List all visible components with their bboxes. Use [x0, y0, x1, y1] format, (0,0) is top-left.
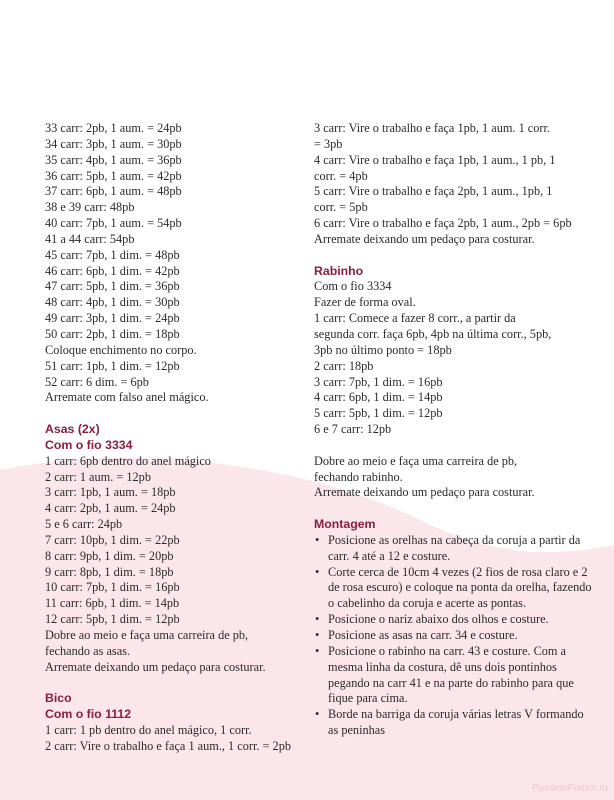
montagem-bullet: • Posicione as asas na carr. 34 e costure.: [314, 628, 594, 644]
asas-rows: [45, 454, 300, 676]
pattern-row: 50 carr: 2pb, 1 dim. = 18pb: [45, 326, 180, 341]
montagem-heading: Montagem: [314, 517, 376, 532]
pattern-row: = 3pb: [314, 136, 343, 151]
montagem-bullet: • Corte cerca de 10cm 4 vezes (2 fios de rosa claro e 2 de rosa escuro) e coloque na ponta da orelha, fazendo o cabelinho da coruja e acerte as pontas.: [314, 565, 594, 613]
pattern-row: 8 carr: 9pb, 1 dim. = 20pb: [45, 548, 174, 563]
montagem-list: [314, 533, 594, 739]
pattern-row: Com o fio 3334: [314, 279, 392, 294]
pattern-row: 3 carr: 1pb, 1 aum. = 18pb: [45, 485, 176, 500]
pattern-row: corr. = 4pb: [314, 168, 368, 183]
pattern-row: 41 a 44 carr: 54pb: [45, 231, 135, 246]
pattern-row: 33 carr: 2pb, 1 aum. = 24pb: [45, 121, 182, 135]
rabinho-rows: [314, 279, 594, 437]
pattern-row: 46 carr: 6pb, 1 dim. = 42pb: [45, 263, 180, 278]
pattern-row: 47 carr: 5pb, 1 dim. = 36pb: [45, 279, 180, 294]
rabinho-finish: [314, 454, 594, 502]
pattern-row: 45 carr: 7pb, 1 dim. = 48pb: [45, 247, 180, 262]
pattern-row: Dobre ao meio e faça uma carreira de pb,: [314, 453, 518, 468]
pattern-row: 2 carr: 18pb: [314, 358, 374, 373]
pattern-row: 5 carr: Vire o trabalho e faça 2pb, 1 aum., 1pb, 1: [314, 184, 553, 199]
pattern-row: Arremate deixando um pedaço para costurar.: [45, 659, 266, 674]
pattern-row: 49 carr: 3pb, 1 dim. = 24pb: [45, 311, 180, 326]
montagem-bullet: • Borde na barriga da coruja várias letras V formando as peninhas: [314, 707, 594, 739]
pattern-row: 11 carr: 6pb, 1 dim. = 14pb: [45, 596, 180, 611]
pattern-row: 9 carr: 8pb, 1 dim. = 18pb: [45, 564, 174, 579]
pattern-row: 7 carr: 10pb, 1 dim. = 22pb: [45, 532, 180, 547]
pattern-row: 40 carr: 7pb, 1 aum. = 54pb: [45, 216, 182, 231]
pattern-row: 34 carr: 3pb, 1 aum. = 30pb: [45, 136, 182, 151]
pattern-row: Coloque enchimento no corpo.: [45, 342, 197, 357]
pattern-row: Arremate deixando um pedaço para costurar.: [314, 231, 535, 246]
asas-yarn: Com o fio 3334: [45, 437, 133, 452]
pattern-row: 3 carr: 7pb, 1 dim. = 16pb: [314, 374, 443, 389]
montagem-bullet: • Posicione as orelhas na cabeça da coruja a partir da carr. 4 até a 12 e costure.: [314, 533, 594, 565]
pattern-row: 6 e 7 carr: 12pb: [314, 422, 392, 437]
pattern-row: 4 carr: 6pb, 1 dim. = 14pb: [314, 390, 443, 405]
montagem-bullet: • Posicione o rabinho na carr. 43 e costure. Com a mesma linha da costura, dê uns dois pontinhos pegando na carr 41 e na parte do rabinho para que fique para cima.: [314, 644, 594, 707]
pattern-row: 5 carr: 5pb, 1 dim. = 12pb: [314, 406, 443, 421]
pattern-row: Dobre ao meio e faça uma carreira de pb,: [45, 628, 249, 642]
asas-heading: Asas (2x): [45, 422, 100, 437]
pattern-row: 38 e 39 carr: 48pb: [45, 200, 135, 215]
pattern-row: fechando as asas.: [45, 643, 131, 658]
right-column: [314, 121, 594, 739]
pattern-row: 2 carr: Vire o trabalho e faça 1 aum., 1 corr. = 2pb: [45, 738, 292, 753]
pattern-row: 37 carr: 6pb, 1 aum. = 48pb: [45, 184, 182, 199]
pattern-row: 4 carr: 2pb, 1 aum. = 24pb: [45, 501, 176, 516]
pattern-row: corr. = 5pb: [314, 200, 368, 215]
pattern-row: 10 carr: 7pb, 1 dim. = 16pb: [45, 580, 180, 595]
left-column: [45, 121, 300, 755]
rabinho-heading: Rabinho: [314, 263, 364, 278]
pattern-row: 48 carr: 4pb, 1 dim. = 30pb: [45, 295, 180, 310]
finish-top: Arremate com falso anel mágico.: [45, 390, 209, 405]
pattern-row: 4 carr: Vire o trabalho e faça 1pb, 1 aum., 1 pb, 1: [314, 152, 556, 167]
pattern-row: 3pb no último ponto = 18pb: [314, 342, 452, 357]
corpo-rows: [45, 121, 300, 390]
montagem-bullet: • Posicione o nariz abaixo dos olhos e costure.: [314, 612, 594, 628]
pattern-row: 1 carr: Comece a fazer 8 corr., a partir da: [314, 311, 516, 326]
pattern-row: 12 carr: 5pb, 1 dim. = 12pb: [45, 612, 180, 627]
pattern-row: 1 carr: 6pb dentro do anel mágico: [45, 453, 211, 468]
pattern-row: 1 carr: 1 pb dentro do anel mágico, 1 corr.: [45, 723, 252, 738]
pattern-row: 35 carr: 4pb, 1 aum. = 36pb: [45, 152, 182, 167]
pattern-row: Fazer de forma oval.: [314, 295, 416, 310]
pattern-row: 6 carr: Vire o trabalho e faça 2pb, 1 aum., 2pb = 6pb: [314, 216, 572, 231]
pattern-row: 2 carr: 1 aum. = 12pb: [45, 469, 151, 484]
bico-continued-rows: [314, 121, 594, 248]
pattern-row: Arremate deixando um pedaço para costurar.: [314, 485, 535, 500]
pattern-row: 52 carr: 6 dim. = 6pb: [45, 374, 149, 389]
pattern-row: fechando rabinho.: [314, 469, 403, 484]
pattern-row: 36 carr: 5pb, 1 aum. = 42pb: [45, 168, 182, 183]
bico-rows: [45, 723, 300, 755]
bico-heading: Bico: [45, 691, 72, 706]
pattern-row: 3 carr: Vire o trabalho e faça 1pb, 1 aum. 1 corr.: [314, 121, 550, 135]
watermark: PassionForum.ru: [531, 783, 608, 794]
pattern-row: 5 e 6 carr: 24pb: [45, 517, 123, 532]
pattern-row: 51 carr: 1pb, 1 dim. = 12pb: [45, 358, 180, 373]
pattern-row: segunda corr. faça 6pb, 4pb na última corr., 5pb,: [314, 326, 552, 341]
bico-yarn: Com o fio 1112: [45, 707, 132, 722]
